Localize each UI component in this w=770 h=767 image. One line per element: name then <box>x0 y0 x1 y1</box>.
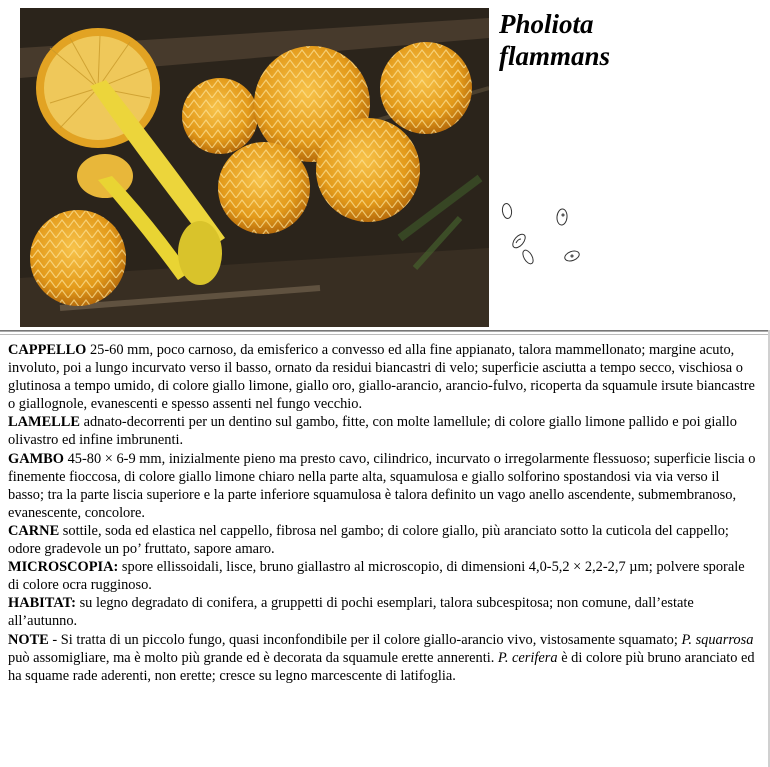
section-gambo <box>8 450 758 522</box>
section-microscopia <box>8 558 758 594</box>
description-body <box>8 341 758 685</box>
section-habitat <box>8 594 758 630</box>
note-text: è di colore più bruno aranciato ed ha squame rade aderenti, non erette; cresce su legno marcescente di latifoglia. <box>8 649 755 684</box>
section-text: 25-60 mm, poco carnoso, da emisferico a convesso ed alla fine appianato, talora mammellonato; margine acuto, involuto, poi a lungo incurvato verso il basso, ornato da residui biancastri di velo; superficie asciutta a tempo secco, vischiosa o glutinosa a tempo umido, di colore giallo limone, giallo oro, giallo-arancio, arancio-fulvo, ricoperta da squamule irsute biancastre o giallognole, evanescenti e spesso assenti nel fungo vecchio. <box>8 342 755 413</box>
note-text: può assomigliare, ma è molto più grande ed è decorata da squamule erette annerenti. <box>8 649 498 666</box>
section-cappello <box>8 341 758 413</box>
section-text: sottile, soda ed elastica nel cappello, fibrosa nel gambo; di colore giallo, più aranciato sotto la cuticola del cappello; odore gradevole un po’ fruttato, sapore amaro. <box>8 522 729 558</box>
section-heading: CAPPELLO <box>8 342 87 358</box>
species-name: P. squarrosa <box>681 631 754 648</box>
species-name: P. cerifera <box>497 649 558 666</box>
section-heading: GAMBO <box>8 450 64 467</box>
section-text: adnato-decorrenti per un dentino sul gambo, fitte, con molte lamellule; di colore giallo limone pallido e poi giallo olivastro ed infine imbrunenti. <box>8 414 737 449</box>
section-note <box>8 631 758 685</box>
divider-shadow <box>0 334 770 335</box>
section-heading: CARNE <box>8 522 60 539</box>
spore-drawing <box>496 195 592 273</box>
section-text: 45-80 × 6-9 mm, inizialmente pieno ma presto cavo, cilindrico, incurvato o irregolarmente flessuoso; superficie liscia o finemente fioccosa, di colore giallo limone chiaro nella parte alta, squamulosa e giallo solforino spostandosi via via verso il basso; tra la parte liscia superiore e la parte inferiore squamulosa è talora definito un vago anello ascendente, submembranoso, evanescente, concolore. <box>8 450 756 521</box>
section-heading: NOTE <box>8 631 49 648</box>
section-heading: HABITAT: <box>8 595 76 612</box>
mushroom-photo <box>20 8 489 327</box>
species-title <box>499 8 610 72</box>
section-lamelle <box>8 413 758 449</box>
section-heading: MICROSCOPIA: <box>8 559 119 576</box>
section-carne <box>8 522 758 558</box>
divider <box>0 330 770 332</box>
section-heading: LAMELLE <box>8 414 80 431</box>
title-genus: Pholiota <box>499 9 594 39</box>
section-text: su legno degradato di conifera, a gruppetti di pochi esemplari, talora subcespitosa; non comune, dall’estate all’autunno. <box>8 595 694 630</box>
section-text: spore ellissoidali, lisce, bruno giallastro al microscopio, di dimensioni 4,0-5,2 × 2,2-2,7 µm; polvere sporale di colore ocra rugginoso. <box>8 559 745 594</box>
note-text: - Si tratta di un piccolo fungo, quasi inconfondibile per il colore giallo-arancio vivo, vistosamente squamato; <box>48 631 682 648</box>
title-species: flammans <box>499 41 611 71</box>
